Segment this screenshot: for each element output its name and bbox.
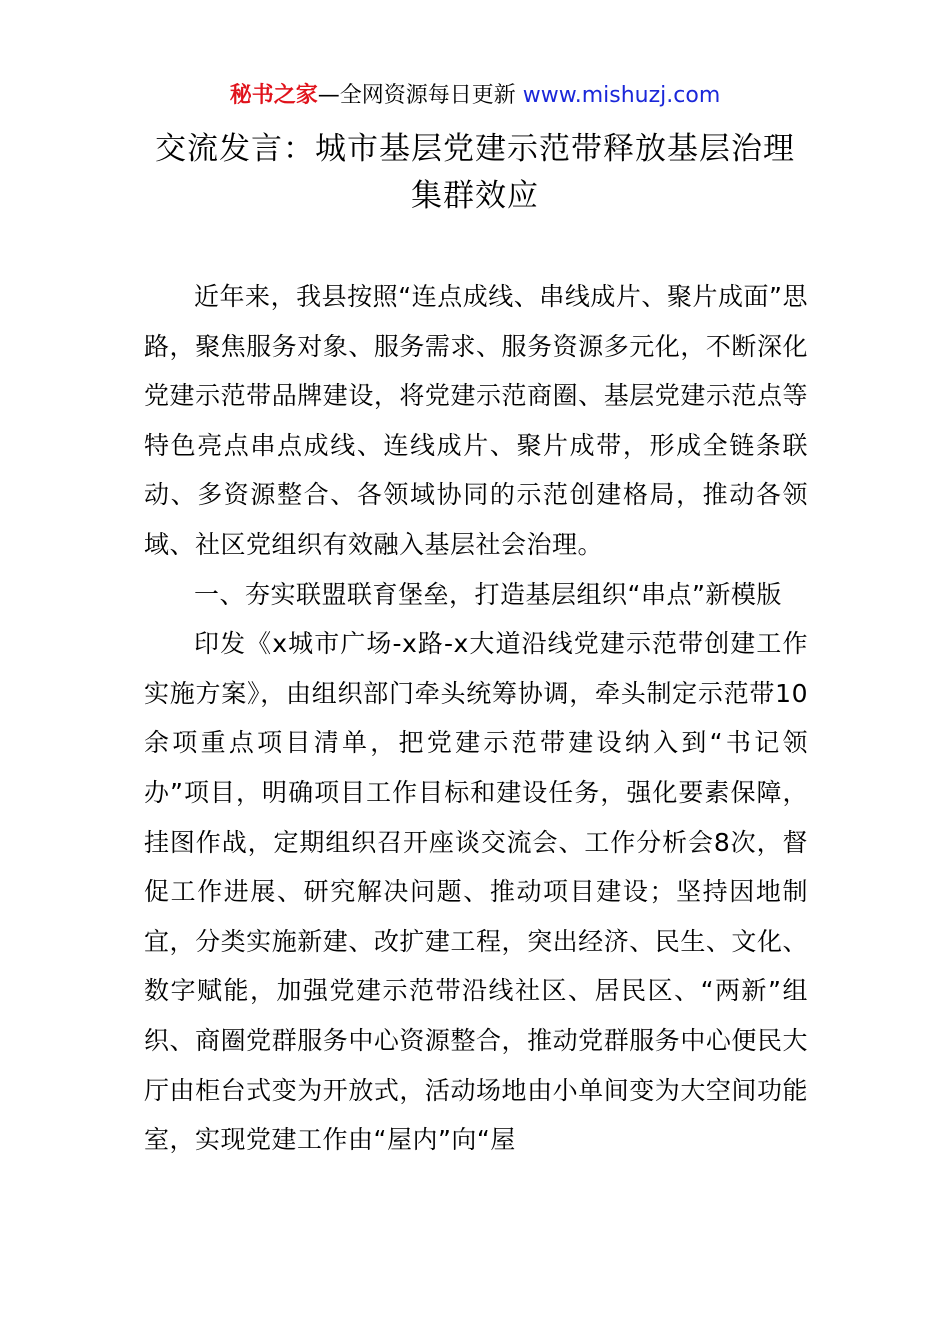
section-heading: 一、夯实联盟联育堡垒，打造基层组织“串点”新模版 (194, 579, 782, 609)
title-line-1: 交流发言：城市基层党建示范带释放基层治理 (155, 131, 795, 167)
body-paragraph: 印发《x城市广场-x路-x大道沿线党建示范带创建工作实施方案》，由组织部门牵头统筹协调，牵头制定示范带10余项重点项目清单，把党建示范带建设纳入到“书记领办”项目，明确项目工作目标和建设任务，强化要素保障，挂图作战，定期组织召开座谈交流会、工作分析会8次，督促工作进展、研究解决问题、推动项目建设；坚持因地制宜，分类实施新建、改扩建工程，突出经济、民生、文化、数字赋能，加强党建示范带沿线社区、居民区、“两新”组织、商圈党群服务中心资源整合，推动党群服务中心便民大厅由柜台式变为开放式，活动场地由小单间变为大空间功能室，实现党建工作由“屋内”向“屋 (144, 629, 808, 1155)
site-name: 秘书之家 (229, 83, 318, 108)
title-line-2: 集群效应 (411, 178, 539, 214)
site-tagline: —全网资源每日更新 (317, 83, 516, 108)
document-title (130, 126, 820, 220)
site-header (0, 80, 950, 112)
site-url[interactable]: www.mishuzj.com (522, 83, 721, 108)
body-paragraph: 近年来，我县按照“连点成线、串线成片、聚片成面”思路，聚焦服务对象、服务需求、服务资源多元化，不断深化党建示范带品牌建设，将党建示范商圈、基层党建示范点等特色亮点串点成线、连线成片、聚片成带，形成全链条联动、多资源整合、各领域协同的示范创建格局，推动各领域、社区党组织有效融入基层社会治理。 (144, 282, 808, 559)
document-body (144, 272, 808, 1165)
